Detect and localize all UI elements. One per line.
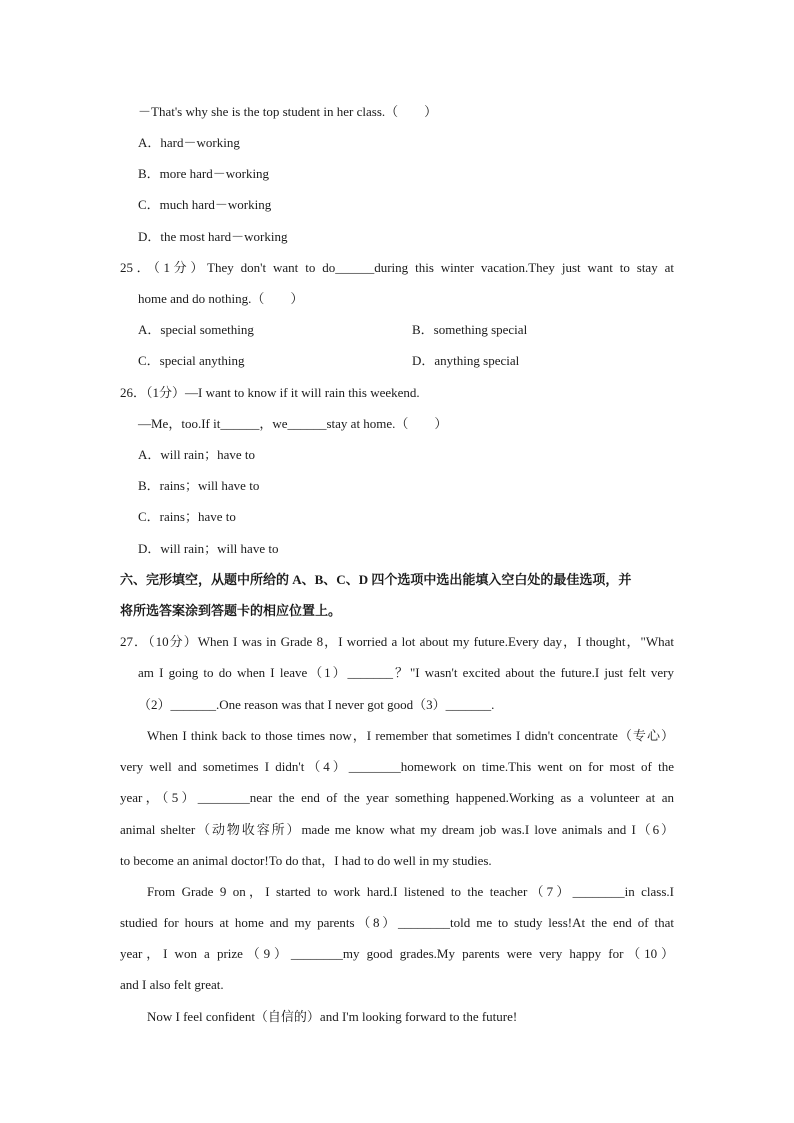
q27-line-7: animal shelter（动物收容所）made me know what my dream job was.I love animals and I（6） [120, 822, 674, 837]
q27-line-9: From Grade 9 on，I started to work hard.I listened to the teacher（7）________in class.I [147, 884, 674, 899]
q27-line-10: studied for hours at home and my parents（8）________told me to study less!At the end of that [120, 915, 674, 930]
q26-stem-line-1: 26．（1分）—I want to know if it will rain this weekend. [120, 385, 420, 400]
q24-option-d[interactable]: D．the most hard－working [138, 229, 288, 244]
section-6-heading-line-2: 将所选答案涂到答题卡的相应位置上。 [120, 603, 342, 618]
q25-option-a[interactable]: A．special something [138, 322, 254, 337]
section-6-heading-line-1: 六、完形填空，从题中所给的 A、B、C、D 四个选项中选出能填入空白处的最佳选项，并 [120, 572, 632, 587]
q27-line-12: and I also felt great. [120, 977, 224, 992]
q27-line-3: （2）_______.One reason was that I never got good（3）_______. [138, 697, 495, 712]
q27-line-4: When I think back to those times now，I remember that sometimes I didn't concentrate（专心） [147, 728, 674, 743]
q27-line-5: very well and sometimes I didn't（4）________homework on time.This went on for most of the [120, 759, 674, 774]
q26-option-d[interactable]: D．will rain；will have to [138, 541, 279, 556]
q26-option-a[interactable]: A．will rain；have to [138, 447, 255, 462]
q24-stem-line: －That's why she is the top student in her class.（ ） [138, 104, 438, 119]
q27-line-11: year，I won a prize（9）________my good grades.My parents were very happy for（10） [120, 946, 674, 961]
q24-option-c[interactable]: C．much hard－working [138, 197, 272, 212]
q27-line-1: 27．（10分）When I was in Grade 8，I worried a lot about my future.Every day，I thought，"What [120, 634, 674, 649]
q25-stem-line-1: 25．（1分）They don't want to do______during this winter vacation.They just want to stay at [120, 260, 674, 275]
q24-option-a[interactable]: A．hard－working [138, 135, 240, 150]
q27-line-6: year，（5）________near the end of the year something happened.Working as a volunteer at an [120, 790, 674, 805]
q26-stem-line-2: —Me，too.If it______，we______stay at home.（ ） [138, 416, 448, 431]
q27-line-2: am I going to do when I leave（1）_______？"I wasn't excited about the future.I just felt very [138, 665, 674, 680]
q26-option-c[interactable]: C．rains；have to [138, 509, 236, 524]
q24-option-b[interactable]: B．more hard－working [138, 166, 270, 181]
q27-line-8: to become an animal doctor!To do that，I had to do well in my studies. [120, 853, 492, 868]
q25-option-b[interactable]: B．something special [412, 322, 528, 337]
q27-line-13: Now I feel confident（自信的）and I'm looking forward to the future! [147, 1009, 518, 1024]
q25-option-c[interactable]: C．special anything [138, 353, 245, 368]
q25-option-d[interactable]: D．anything special [412, 353, 520, 368]
q25-stem-line-2: home and do nothing.（ ） [138, 291, 304, 306]
q26-option-b[interactable]: B．rains；will have to [138, 478, 260, 493]
